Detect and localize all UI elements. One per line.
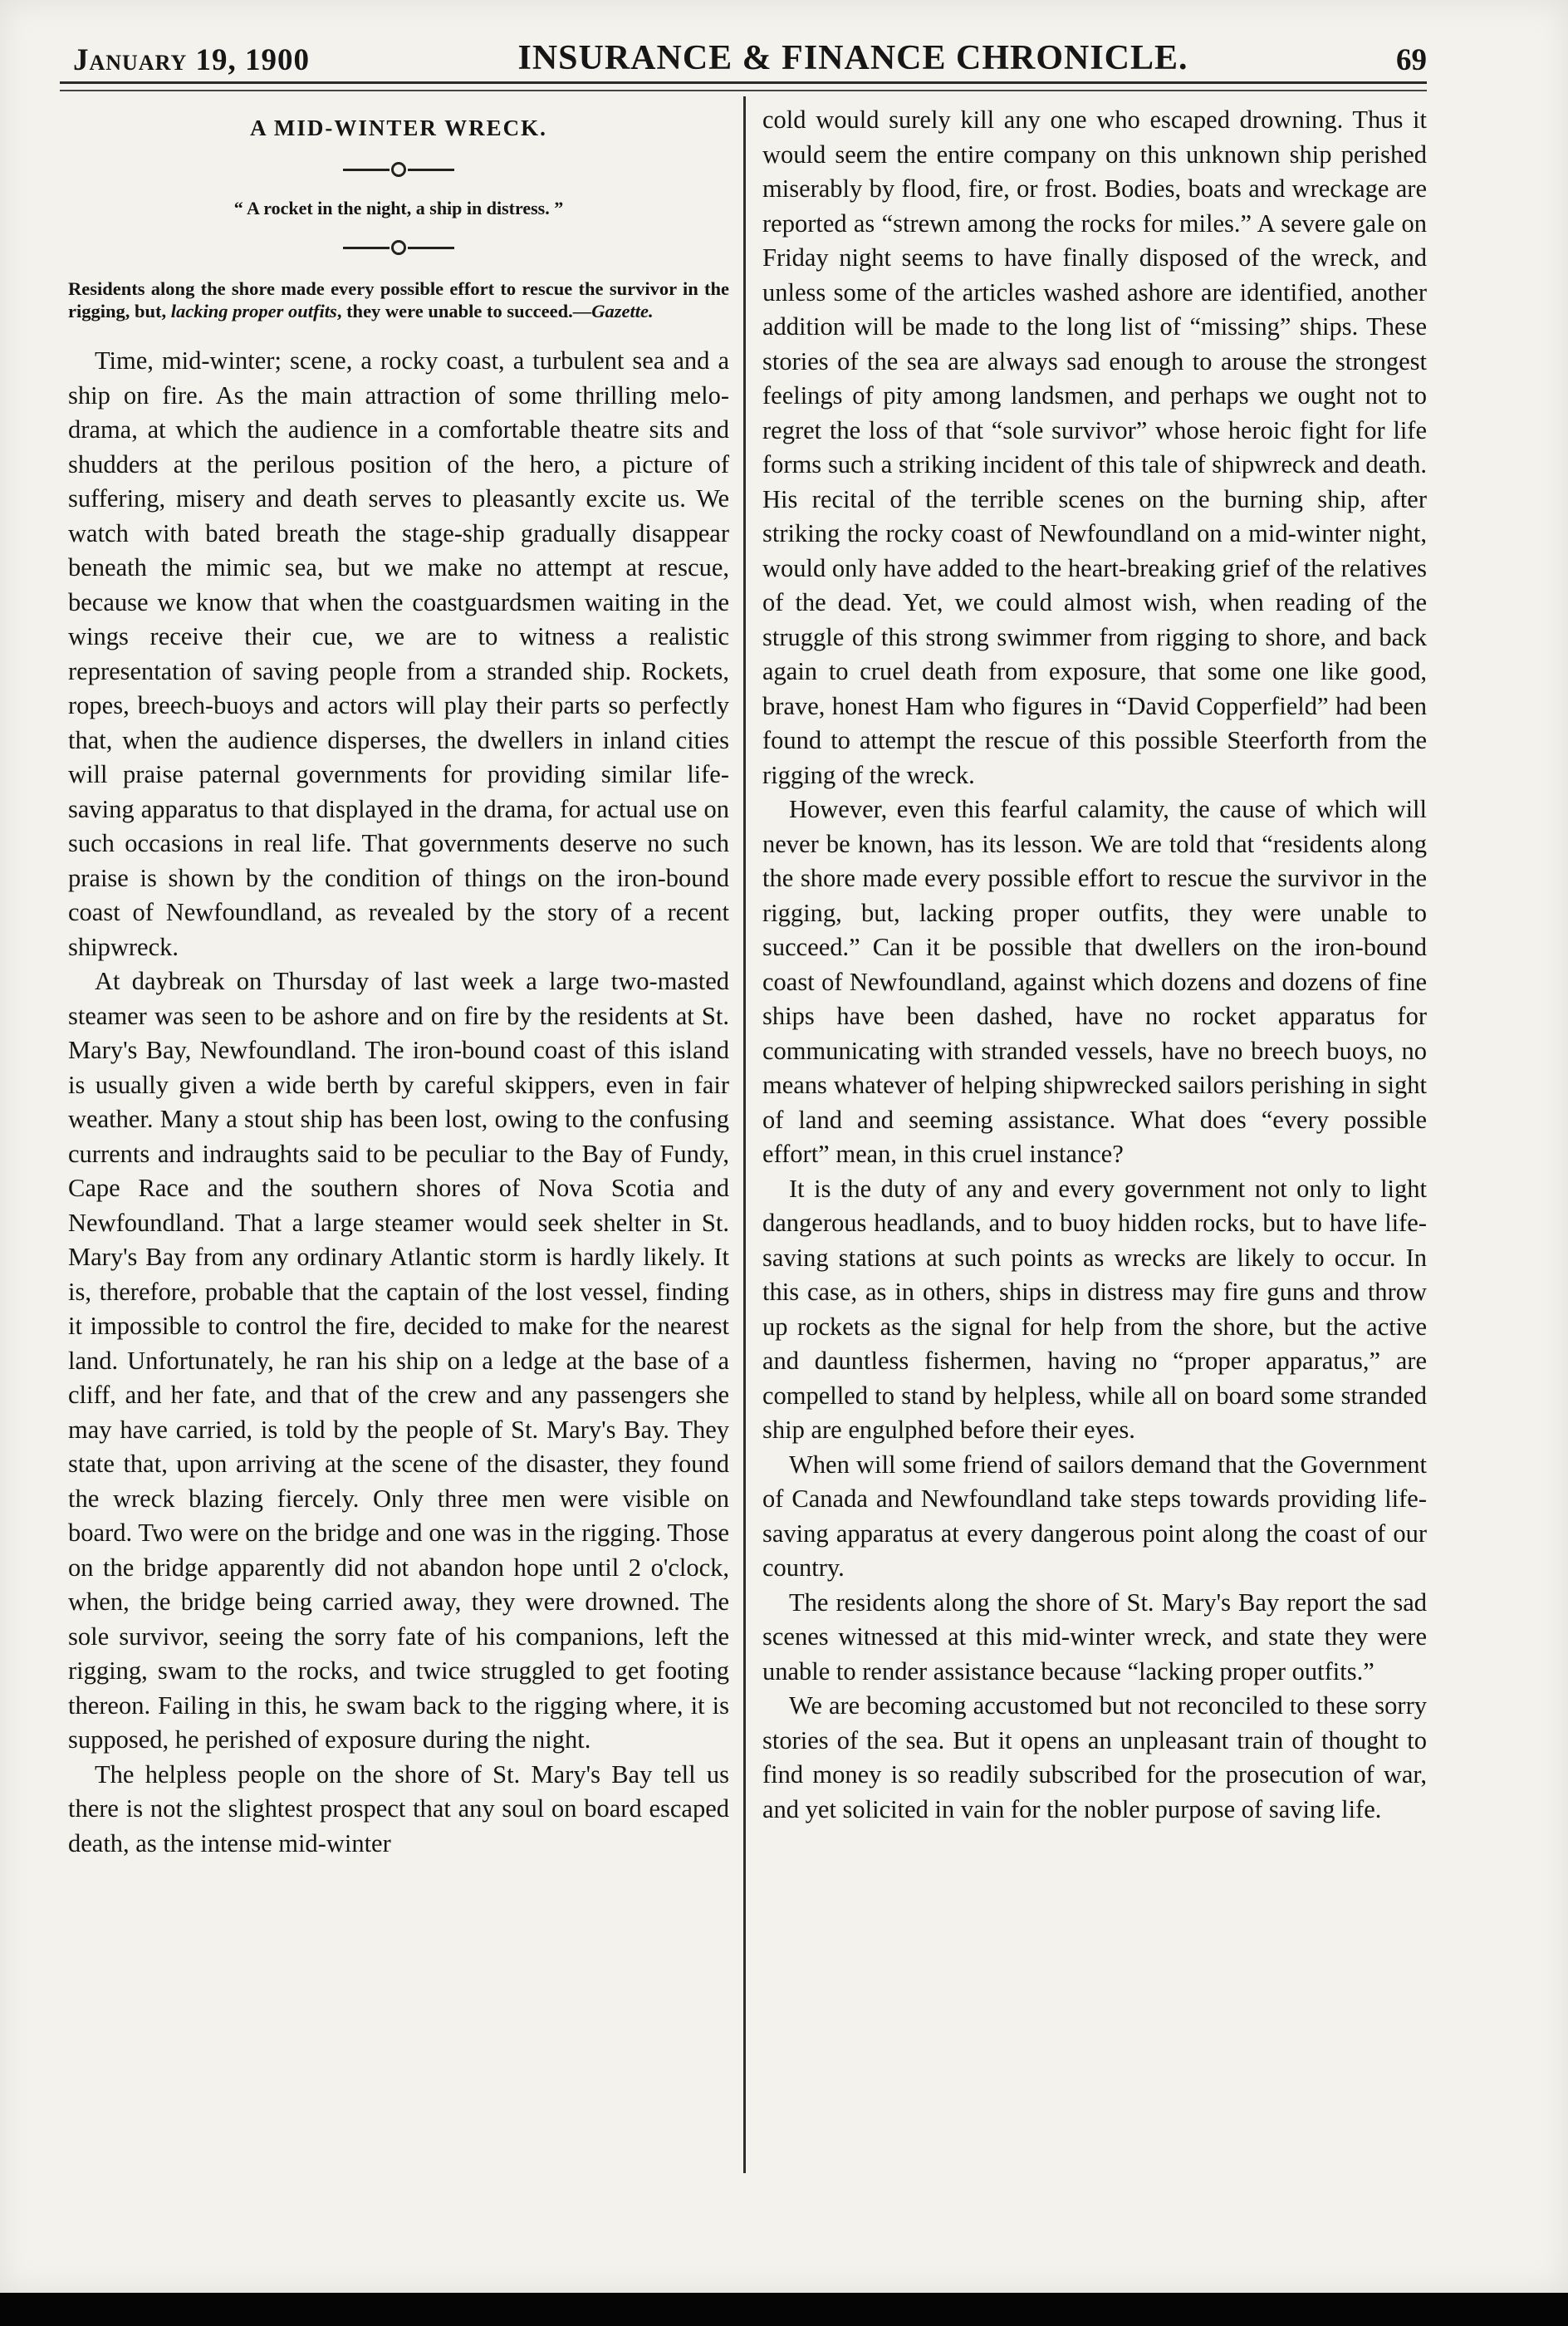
ornament-line	[343, 247, 390, 249]
news-extract-text: Residents along the shore made every possible effort to rescue the survivor in the rigging, but,	[68, 278, 729, 321]
paragraph: It is the duty of any and every government not only to light dangerous headlands, and to buoy hidden rocks, but to have life-saving stations at such points as wrecks are likely to occur. In this case, as in others, ships in distress may fire guns and throw up rockets as the signal for help from the shore, but the active and dauntless fishermen, having no “proper apparatus,” are compelled to stand by helpless, while all on board some stranded ship are engulphed before their eyes.	[762, 1174, 1427, 1444]
ornament-circle-icon	[391, 240, 406, 255]
paragraph: At daybreak on Thursday of last week a large two-masted steamer was seen to be ashore and on fire by the residents at St. Mary's Bay, Newfoundland. The iron-bound coast of this island is usually given a wide berth by careful skippers, even in fair weather. Many a stout ship has been lost, owing to the confusing currents and indraughts said to be peculiar to the Bay of Fundy, Cape Race and the southern shores of Nova Scotia and Newfoundland. That a large steamer would seek shelter in St. Mary's Bay from any ordinary Atlantic storm is hardly likely. It is, therefore, probable that the captain of the lost vessel, finding it impossible to control the fire, decided to make for the nearest land. Unfortunately, he ran his ship on a ledge at the base of a cliff, and her fate, and that of the crew and any passengers she may have carried, is told by the people of St. Mary's Bay. They state that, upon arriving at the scene of the disaster, they found the wreck blazing fiercely. Only three men were visible on board. Two were on the bridge and one was in the rigging. Those on the bridge apparently did not abandon hope until 2 o'clock, when, the bridge being carried away, they were drowned. The sole survivor, seeing the sorry fate of his companions, left the rigging, swam to the rocks, and twice struggled to get footing thereon. Failing in this, he swam back to the rigging where, it is supposed, he perished of exposure during the night.	[68, 967, 729, 1754]
news-extract-text-end: , they were unable to succeed.—	[336, 301, 592, 321]
article-title: A MID-WINTER WRECK.	[250, 115, 547, 140]
news-extract-emphasis: lacking proper outfits	[170, 301, 337, 321]
paragraph: The helpless people on the shore of St. Mary's Bay tell us there is not the slightest prospect that any soul on board escaped death, as the intense mid-winter	[68, 1759, 729, 1857]
ornament-circle-icon	[391, 162, 406, 177]
issue-date: January 19, 1900	[73, 43, 310, 77]
news-extract	[68, 277, 729, 322]
ornament-divider	[68, 151, 729, 188]
scan-border	[0, 2293, 1568, 2326]
header-rule-thin	[60, 90, 1427, 91]
epigraph: “ A rocket in the night, a ship in distress. ”	[233, 198, 564, 218]
left-column	[68, 103, 729, 1861]
paragraph: When will some friend of sailors demand that the Government of Canada and Newfoundland take steps towards providing life-saving apparatus at every dangerous point along the coast of our country.	[762, 1450, 1427, 1582]
paragraph: However, even this fearful calamity, the cause of which will never be known, has its lesson. We are told that “residents along the shore made every possible effort to rescue the survivor in the rigging, but, lacking proper outfits, they were unable to succeed.” Can it be possible that dwellers on the iron-bound coast of Newfoundland, against which dozens and dozens of fine ships have been dashed, have no rocket apparatus for communicating with stranded vessels, have no breech buoys, no means whatever of helping shipwrecked sailors perishing in sight of land and seeming assistance. What does “every possible effort” mean, in this cruel instance?	[762, 795, 1427, 1168]
news-extract-source: Gazette.	[591, 301, 654, 321]
paragraph: Time, mid-winter; scene, a rocky coast, a turbulent sea and a ship on fire. As the main attraction of some thrilling melo-drama, at which the audience in a comfortable theatre sits and shudders at the perilous position of the hero, a picture of suffering, misery and death serves to pleasantly excite us. We watch with bated breath the stage-ship gradually disappear beneath the mimic sea, but we make no attempt at rescue, because we know that when the coastguardsmen waiting in the wings receive their cue, we are to witness a realistic representation of saving people from a stranded ship. Rockets, ropes, breech-buoys and actors will play their parts so perfectly that, when the audience disperses, the dwellers in inland cities will praise paternal governments for providing similar life-saving apparatus to that displayed in the drama, for actual use on such occasions in real life. That governments deserve no such praise is shown by the condition of things on the iron-bound coast of Newfoundland, as revealed by the story of a recent shipwreck.	[68, 346, 729, 961]
paragraph: We are becoming accustomed but not reconciled to these sorry stories of the sea. But it opens an unpleasant train of thought to find money is so readily subscribed for the prosecution of war, and yet solicited in vain for the nobler purpose of saving life.	[762, 1691, 1427, 1823]
paragraph: The residents along the shore of St. Mary's Bay report the sad scenes witnessed at this mid-winter wreck, and state they were unable to render assistance because “lacking proper outfits.”	[762, 1587, 1427, 1686]
ornament-line	[343, 169, 390, 171]
column-divider	[743, 96, 746, 2173]
ornament-line	[408, 169, 454, 171]
header-rule	[60, 81, 1427, 84]
ornament-line	[408, 247, 454, 249]
right-column	[762, 103, 1427, 1827]
ornament-divider	[68, 229, 729, 266]
running-head	[73, 28, 1427, 78]
page-number: 69	[1396, 43, 1427, 77]
publication-title: INSURANCE & FINANCE CHRONICLE.	[517, 39, 1188, 77]
paragraph-continued: cold would surely kill any one who escaped drowning. Thus it would seem the entire company on this unknown ship perished miserably by flood, fire, or frost. Bodies, boats and wreckage are reported as “strewn among the rocks for miles.” A severe gale on Friday night seems to have finally disposed of the wreck, and unless some of the articles washed ashore are identified, another addition will be made to the long list of “missing” ships. These stories of the sea are always sad enough to arouse the strongest feelings of pity among landsmen, and perhaps we ought not to regret the loss of that “sole survivor” whose heroic fight for life forms such a striking incident of this tale of shipwreck and death. His recital of the terrible scenes on the burning ship, after striking the rocky coast of Newfoundland on a mid-winter night, would only have added to the heart-breaking grief of the relatives of the dead. Yet, we could almost wish, when reading of the struggle of this strong swimmer from rigging to shore, and back again to cruel death from exposure, that some one like good, brave, honest Ham who figures in “David Copperfield” had been found to attempt the rescue of this possible Steerforth from the rigging of the wreck.	[762, 106, 1427, 789]
